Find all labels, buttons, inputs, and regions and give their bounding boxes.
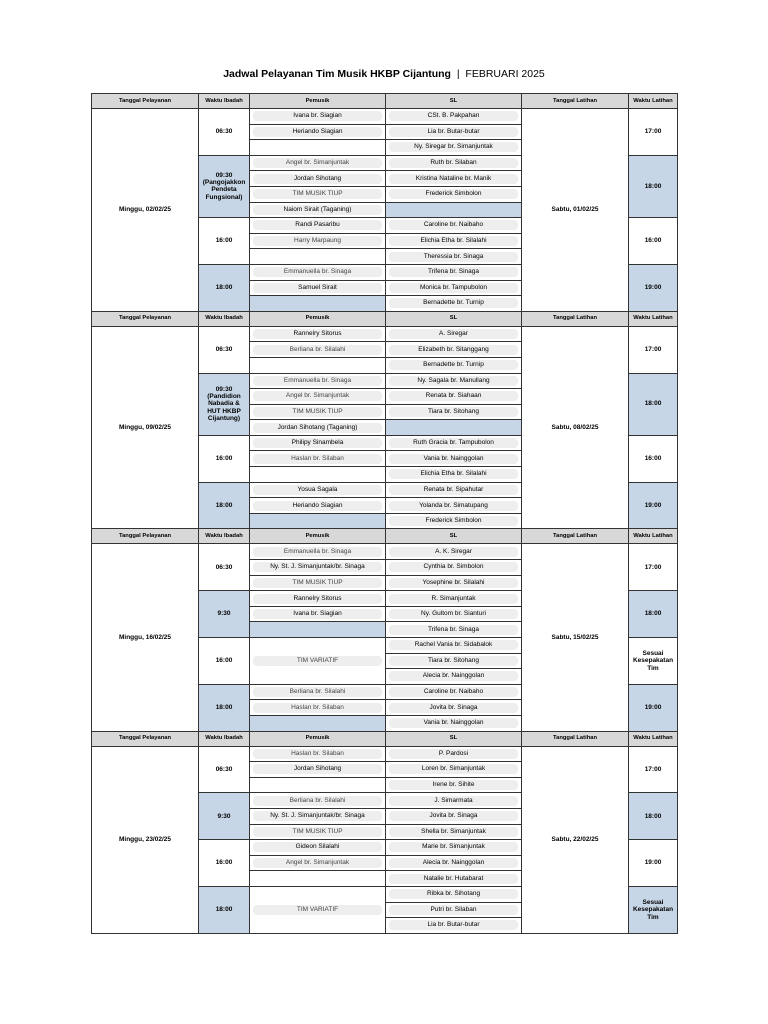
musician-name: Angel br. Simanjuntak [253, 391, 382, 401]
song-leader-name: Frederick Simbolon [389, 516, 518, 526]
musician-cell [250, 544, 386, 560]
song-leader-cell [386, 109, 522, 125]
song-leader-name: Alecia br. Nainggolan [389, 671, 518, 681]
column-header: Waktu Latihan [629, 94, 678, 109]
musician-cell [250, 715, 386, 731]
musician-name: Jordan Sihotang [253, 174, 382, 184]
song-leader-cell [386, 155, 522, 171]
table-row [92, 109, 678, 125]
musician-cell [250, 202, 386, 218]
musician-cell [250, 482, 386, 498]
song-leader-name: Monica br. Tampubolon [389, 283, 518, 293]
service-time: 06:30 [199, 544, 250, 591]
table-row [92, 544, 678, 560]
service-time: 06:30 [199, 109, 250, 156]
title-separator: | [456, 68, 460, 80]
title-month: FEBRUARI 2025 [465, 68, 545, 80]
musician-name: Samuel Sirait [253, 283, 382, 293]
musician-name: TIM MUSIK TIUP [253, 189, 382, 199]
service-time: 09:30 (Pangojakkon Pendeta Fungsional) [199, 155, 250, 217]
song-leader-cell [386, 684, 522, 700]
musician-cell [250, 140, 386, 156]
musician-name: Gideon Silalahi [253, 842, 382, 852]
service-date: Minggu, 23/02/25 [92, 746, 199, 933]
musician-cell [250, 746, 386, 762]
song-leader-cell [386, 902, 522, 918]
table-row [92, 326, 678, 342]
column-header: Tanggal Pelayanan [92, 94, 199, 109]
musician-cell [250, 575, 386, 591]
song-leader-name: Alecia br. Nainggolan [389, 858, 518, 868]
service-time: 9:30 [199, 591, 250, 638]
column-header: SL [386, 311, 522, 326]
musician-cell [250, 793, 386, 809]
song-leader-name: Cynthia br. Simbolon [389, 562, 518, 572]
song-leader-cell [386, 296, 522, 312]
musician-name: Randi Pasaribu [253, 220, 382, 230]
song-leader-cell [386, 762, 522, 778]
musician-name: Emmanuella br. Sinaga [253, 267, 382, 277]
service-time: 18:00 [199, 684, 250, 731]
song-leader-cell [386, 824, 522, 840]
song-leader-cell [386, 715, 522, 731]
musician-cell [250, 606, 386, 622]
song-leader-name: Ny. Gultom br. Sianturi [389, 609, 518, 619]
musician-name: Philipy Sinambela [253, 438, 382, 448]
song-leader-cell [386, 264, 522, 280]
musician-cell [250, 171, 386, 187]
service-time: 16:00 [199, 218, 250, 265]
rehearsal-time: Sesuai Kesepakatan Tim [629, 638, 678, 685]
rehearsal-time: 17:00 [629, 326, 678, 373]
rehearsal-time: Sesuai Kesepakatan Tim [629, 886, 678, 933]
song-leader-name: Elichia Etha br. Silalahi [389, 236, 518, 246]
service-date: Minggu, 02/02/25 [92, 109, 199, 312]
song-leader-cell [386, 326, 522, 342]
musician-name: Angel br. Simanjuntak [253, 158, 382, 168]
song-leader-name: Jovita br. Sinaga [389, 811, 518, 821]
song-leader-cell [386, 140, 522, 156]
song-leader-cell [386, 435, 522, 451]
musician-cell [250, 404, 386, 420]
musician-cell [250, 357, 386, 373]
musician-name: TIM VARIATIF [253, 905, 382, 915]
musician-name: Haslan br. Silaban [253, 454, 382, 464]
song-leader-name: Lia br. Butar-butar [389, 127, 518, 137]
song-leader-cell [386, 513, 522, 529]
musician-name: Rannelry Sitorus [253, 594, 382, 604]
column-header: Tanggal Latihan [522, 731, 629, 746]
song-leader-cell [386, 389, 522, 405]
song-leader-name: Caroline br. Naibaho [389, 220, 518, 230]
song-leader-name: Irene br. Sihite [389, 780, 518, 790]
column-header: Tanggal Pelayanan [92, 311, 199, 326]
rehearsal-date: Sabtu, 01/02/25 [522, 109, 629, 312]
song-leader-name: J. Simarmata [389, 796, 518, 806]
musician-cell [250, 467, 386, 483]
schedule-table [91, 93, 678, 934]
song-leader-cell [386, 249, 522, 265]
musician-cell [250, 886, 386, 933]
service-date: Minggu, 16/02/25 [92, 544, 199, 731]
song-leader-cell [386, 591, 522, 607]
song-leader-cell [386, 186, 522, 202]
musician-name: Ivana br. Siagian [253, 609, 382, 619]
musician-cell [250, 342, 386, 358]
musician-cell [250, 264, 386, 280]
song-leader-name: Putri br. Silaban [389, 905, 518, 915]
service-time: 18:00 [199, 482, 250, 529]
musician-name: Ivana br. Siagian [253, 111, 382, 121]
column-header: Tanggal Latihan [522, 94, 629, 109]
musician-cell [250, 124, 386, 140]
song-leader-name: Natalie br. Hutabarat [389, 874, 518, 884]
song-leader-cell [386, 575, 522, 591]
service-time: 16:00 [199, 840, 250, 887]
song-leader-name: Kristina Nataline br. Manik [389, 174, 518, 184]
musician-name: Berliana br. Silalahi [253, 687, 382, 697]
musician-cell [250, 684, 386, 700]
song-leader-cell [386, 218, 522, 234]
musician-cell [250, 218, 386, 234]
song-leader-name: Renata br. Sipahutar [389, 485, 518, 495]
song-leader-name: Elizabeth br. Sitanggang [389, 345, 518, 355]
column-header: SL [386, 529, 522, 544]
musician-name: Heriando Siagian [253, 127, 382, 137]
musician-cell [250, 155, 386, 171]
service-time: 18:00 [199, 264, 250, 311]
song-leader-cell [386, 233, 522, 249]
musician-cell [250, 373, 386, 389]
musician-name: TIM MUSIK TIUP [253, 578, 382, 588]
column-header: Pemusik [250, 529, 386, 544]
musician-name: Angel br. Simanjuntak [253, 858, 382, 868]
song-leader-cell [386, 498, 522, 514]
song-leader-cell [386, 606, 522, 622]
rehearsal-time: 16:00 [629, 218, 678, 265]
song-leader-cell [386, 342, 522, 358]
musician-name: Haslan br. Silaban [253, 703, 382, 713]
musician-name: Ny. St. J. Simanjuntak/br. Sinaga [253, 562, 382, 572]
song-leader-name: Renata br. Siahaan [389, 391, 518, 401]
song-leader-cell [386, 871, 522, 887]
song-leader-name: Ribka br. Sihotang [389, 889, 518, 899]
song-leader-name: Caroline br. Naibaho [389, 687, 518, 697]
song-leader-name: CSt. B. Pakpahan [389, 111, 518, 121]
service-time: 16:00 [199, 638, 250, 685]
musician-name: Jordan Sihotang [253, 764, 382, 774]
musician-name: Rannelry Sitorus [253, 329, 382, 339]
song-leader-name: A. K. Siregar [389, 547, 518, 557]
column-header: Waktu Ibadah [199, 94, 250, 109]
rehearsal-time: 16:00 [629, 435, 678, 482]
song-leader-name: Vania br. Nainggolan [389, 718, 518, 728]
song-leader-name: Marie br. Simanjuntak [389, 842, 518, 852]
service-time: 18:00 [199, 886, 250, 933]
musician-cell [250, 326, 386, 342]
musician-name: Berliana br. Silalahi [253, 796, 382, 806]
song-leader-cell [386, 467, 522, 483]
song-leader-name: Rachel Vania br. Sidabalok [389, 640, 518, 650]
column-header: SL [386, 94, 522, 109]
song-leader-name: A. Siregar [389, 329, 518, 339]
musician-cell [250, 638, 386, 685]
song-leader-name: Ny. Siregar br. Simanjuntak [389, 142, 518, 152]
musician-name: Harry Marpaung [253, 236, 382, 246]
rehearsal-time: 19:00 [629, 684, 678, 731]
musician-cell [250, 420, 386, 436]
song-leader-cell [386, 840, 522, 856]
musician-cell [250, 808, 386, 824]
song-leader-name: Frederick Simbolon [389, 189, 518, 199]
rehearsal-time: 18:00 [629, 591, 678, 638]
musician-cell [250, 622, 386, 638]
song-leader-name: Yosephine br. Silalahi [389, 578, 518, 588]
rehearsal-time: 17:00 [629, 544, 678, 591]
musician-name: TIM VARIATIF [253, 656, 382, 666]
song-leader-cell [386, 808, 522, 824]
song-leader-name: Elichia Etha br. Silalahi [389, 469, 518, 479]
musician-cell [250, 762, 386, 778]
column-header: Tanggal Latihan [522, 311, 629, 326]
musician-cell [250, 871, 386, 887]
rehearsal-date: Sabtu, 15/02/25 [522, 544, 629, 731]
song-leader-cell [386, 560, 522, 576]
column-header: Waktu Latihan [629, 529, 678, 544]
song-leader-cell [386, 793, 522, 809]
musician-cell [250, 109, 386, 125]
table-header-row [92, 94, 678, 109]
musician-cell [250, 777, 386, 793]
musician-name: Jordan Sihotang (Taganing) [253, 423, 382, 433]
song-leader-cell [386, 124, 522, 140]
rehearsal-time: 19:00 [629, 840, 678, 887]
musician-cell [250, 855, 386, 871]
rehearsal-date: Sabtu, 22/02/25 [522, 746, 629, 933]
musician-cell [250, 840, 386, 856]
rehearsal-time: 19:00 [629, 264, 678, 311]
song-leader-cell [386, 622, 522, 638]
song-leader-cell [386, 171, 522, 187]
song-leader-name: Bernadette br. Turnip [389, 298, 518, 308]
song-leader-cell [386, 855, 522, 871]
song-leader-cell [386, 544, 522, 560]
service-time: 06:30 [199, 746, 250, 793]
song-leader-name: Vania br. Nainggolan [389, 454, 518, 464]
service-time: 16:00 [199, 435, 250, 482]
rehearsal-date: Sabtu, 08/02/25 [522, 326, 629, 529]
column-header: Waktu Latihan [629, 311, 678, 326]
song-leader-cell [386, 918, 522, 934]
song-leader-name: Bernadette br. Turnip [389, 360, 518, 370]
song-leader-cell [386, 700, 522, 716]
musician-cell [250, 513, 386, 529]
column-header: Pemusik [250, 311, 386, 326]
song-leader-name: Tiara br. Sitohang [389, 656, 518, 666]
table-header-row [92, 529, 678, 544]
musician-name: Haslan br. Silaban [253, 749, 382, 759]
song-leader-cell [386, 886, 522, 902]
musician-cell [250, 233, 386, 249]
musician-cell [250, 824, 386, 840]
song-leader-name: Shella br. Simanjuntak [389, 827, 518, 837]
musician-name: TIM MUSIK TIUP [253, 407, 382, 417]
column-header: Waktu Ibadah [199, 311, 250, 326]
musician-name: TIM MUSIK TIUP [253, 827, 382, 837]
column-header: Tanggal Pelayanan [92, 529, 199, 544]
song-leader-name: Trifena br. Sinaga [389, 625, 518, 635]
title-main: Jadwal Pelayanan Tim Musik HKBP Cijantung [223, 68, 451, 80]
service-time: 09:30 (Pandidion Nabadia & HUT HKBP Cijantung) [199, 373, 250, 435]
musician-cell [250, 296, 386, 312]
service-time: 9:30 [199, 793, 250, 840]
musician-name: Emmanuella br. Sinaga [253, 376, 382, 386]
musician-cell [250, 280, 386, 296]
table-header-row [92, 731, 678, 746]
song-leader-cell [386, 420, 522, 436]
song-leader-cell [386, 357, 522, 373]
musician-cell [250, 451, 386, 467]
song-leader-name: Loren br. Simanjuntak [389, 764, 518, 774]
song-leader-name: Theressia br. Sinaga [389, 252, 518, 262]
column-header: Pemusik [250, 731, 386, 746]
song-leader-name: Lia br. Butar-butar [389, 920, 518, 930]
song-leader-name: Jovita br. Sinaga [389, 703, 518, 713]
musician-name: Berliana br. Silalahi [253, 345, 382, 355]
column-header: Waktu Ibadah [199, 731, 250, 746]
service-time: 06:30 [199, 326, 250, 373]
song-leader-cell [386, 373, 522, 389]
column-header: Tanggal Latihan [522, 529, 629, 544]
musician-name: Heriando Siagian [253, 501, 382, 511]
song-leader-cell [386, 746, 522, 762]
song-leader-name: Ruth br. Silaban [389, 158, 518, 168]
musician-name: Naiom Sirait (Taganing) [253, 205, 382, 215]
song-leader-cell [386, 482, 522, 498]
musician-cell [250, 249, 386, 265]
musician-name: Emmanuella br. Sinaga [253, 547, 382, 557]
musician-name: Ny. St. J. Simanjuntak/br. Sinaga [253, 811, 382, 821]
song-leader-cell [386, 280, 522, 296]
song-leader-name: R. Simanjuntak [389, 594, 518, 604]
song-leader-cell [386, 669, 522, 685]
service-date: Minggu, 09/02/25 [92, 326, 199, 529]
song-leader-cell [386, 777, 522, 793]
song-leader-name: P. Pardosi [389, 749, 518, 759]
musician-cell [250, 186, 386, 202]
column-header: Pemusik [250, 94, 386, 109]
musician-cell [250, 498, 386, 514]
song-leader-cell [386, 638, 522, 654]
musician-cell [250, 591, 386, 607]
song-leader-cell [386, 404, 522, 420]
table-row [92, 746, 678, 762]
musician-cell [250, 435, 386, 451]
song-leader-cell [386, 653, 522, 669]
rehearsal-time: 17:00 [629, 746, 678, 793]
song-leader-cell [386, 202, 522, 218]
song-leader-cell [386, 451, 522, 467]
musician-cell [250, 560, 386, 576]
musician-cell [250, 389, 386, 405]
rehearsal-time: 17:00 [629, 109, 678, 156]
song-leader-name: Trifena br. Sinaga [389, 267, 518, 277]
song-leader-name: Tiara br. Sitohang [389, 407, 518, 417]
column-header: Waktu Ibadah [199, 529, 250, 544]
column-header: SL [386, 731, 522, 746]
song-leader-name: Yolanda br. Simatupang [389, 501, 518, 511]
rehearsal-time: 18:00 [629, 793, 678, 840]
column-header: Tanggal Pelayanan [92, 731, 199, 746]
song-leader-name: Ruth Gracia br. Tampubolon [389, 438, 518, 448]
rehearsal-time: 18:00 [629, 155, 678, 217]
column-header: Waktu Latihan [629, 731, 678, 746]
table-header-row [92, 311, 678, 326]
musician-name: Yosua Sagala [253, 485, 382, 495]
rehearsal-time: 19:00 [629, 482, 678, 529]
rehearsal-time: 18:00 [629, 373, 678, 435]
song-leader-name: Ny. Sagala br. Manullang [389, 376, 518, 386]
musician-cell [250, 700, 386, 716]
document-title [0, 68, 768, 80]
